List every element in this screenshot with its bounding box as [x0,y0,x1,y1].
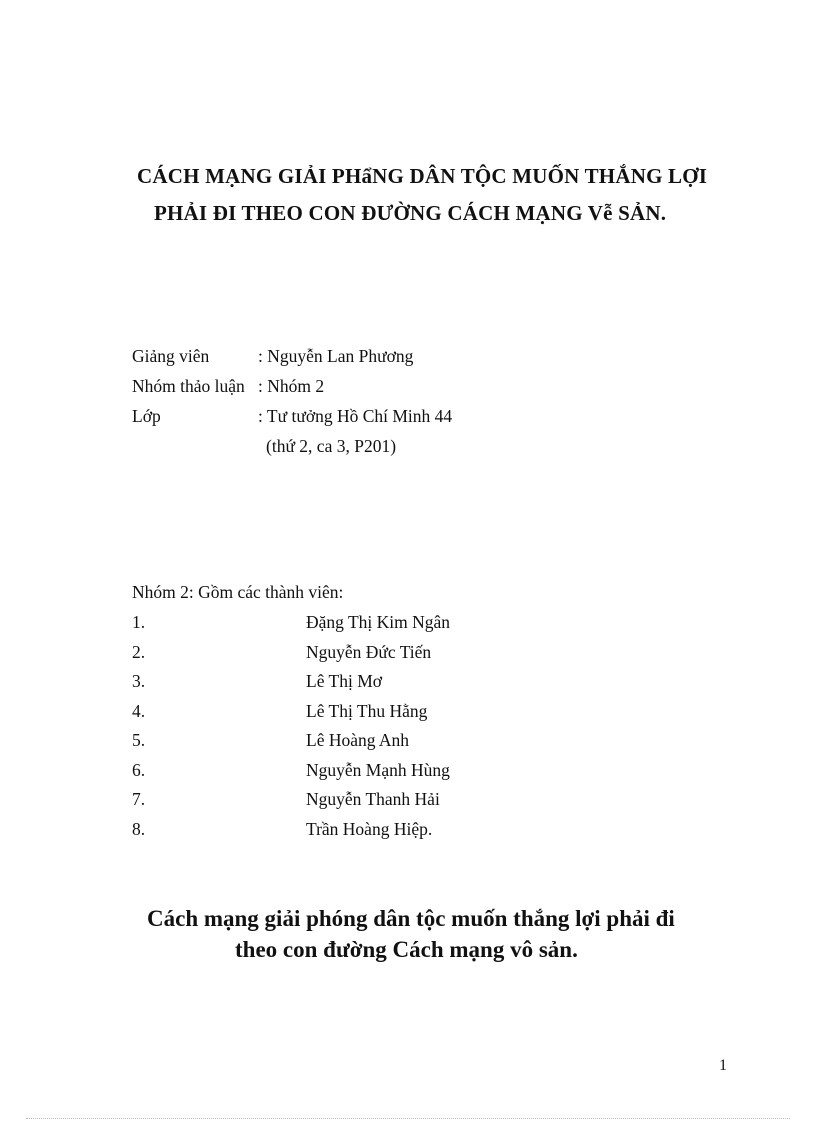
member-name: Trần Hoàng Hiệp. [306,819,433,839]
class-label: Lớp [132,406,161,426]
member-name: Nguyễn Mạnh Hùng [306,760,450,780]
member-number: 5. [132,730,146,750]
members-heading: Nhóm 2: Gồm các thành viên: [132,582,344,602]
group-label: Nhóm thảo luận [132,376,245,396]
member-number: 7. [132,789,146,809]
member-number: 6. [132,760,146,780]
member-number: 1. [132,612,146,632]
member-name: Lê Hoàng Anh [306,730,410,750]
member-name: Nguyễn Thanh Hải [306,789,440,809]
member-name: Lê Thị Thu Hằng [306,701,428,721]
page-divider [26,1118,790,1119]
member-name: Đặng Thị Kim Ngân [306,612,451,632]
class-value: : Tư tưởng Hồ Chí Minh 44 [258,406,453,426]
lecturer-value: : Nguyễn Lan Phương [258,346,414,366]
page-number: 1 [719,1057,727,1074]
group-value: : Nhóm 2 [258,376,325,396]
member-name: Nguyễn Đức Tiến [306,642,432,662]
class-detail: (thứ 2, ca 3, P201) [266,436,397,456]
member-number: 8. [132,819,146,839]
member-name: Lê Thị Mơ [306,671,383,691]
member-number: 4. [132,701,146,721]
member-number: 3. [132,671,146,691]
title-line-1: CÁCH MẠNG GIẢI PHẩNG DÂN TỘC MUỐN THẮNG LỢI [137,164,708,188]
lecturer-label: Giảng viên [132,346,210,366]
title-line-2: PHẢI ĐI THEO CON ĐƯỜNG CÁCH MẠNG Vễ SẢN. [154,201,667,225]
member-number: 2. [132,642,146,662]
subtitle-line-1: Cách mạng giải phóng dân tộc muốn thắng lợi phải đi [147,906,675,931]
subtitle-line-2: theo con đường Cách mạng vô sản. [235,937,578,962]
